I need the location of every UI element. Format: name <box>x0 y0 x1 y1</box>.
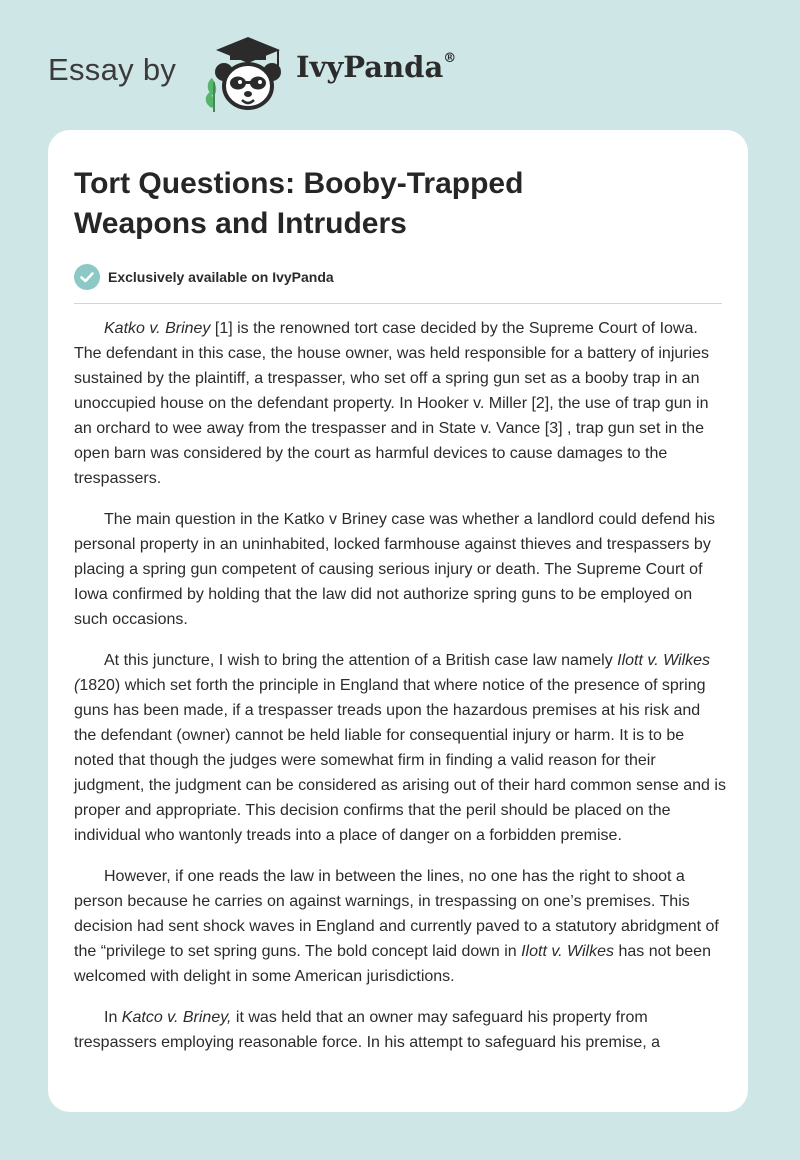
case-name: Katco v. Briney, <box>121 1009 232 1026</box>
essay-by-label: Essay by <box>48 52 177 87</box>
paragraph-5: In Katco v. Briney, it was held that an owner may safeguard his property from trespassers employing reasonable force. In his attempt to safeguard his premise, a <box>74 1009 661 1051</box>
case-name: Ilott v. Wilkes ( <box>74 652 711 694</box>
panda-graduation-cap-icon <box>200 34 296 114</box>
paragraph-4: However, if one reads the law in between the lines, no one has the right to shoot a person because he carries on against warnings, in trespassing on one’s premises. This decision had sent shock waves in England and currently paved to a statutory abridgment of the “privilege to set spring guns. The bold concept laid down in Ilott v. Wilkes has not been welcomed with delight in some American jurisdictions. <box>74 868 719 985</box>
brand-name: IvyPanda® <box>296 50 457 84</box>
essay-title: Tort Questions: Booby-Trapped Weapons and Intruders <box>74 167 524 240</box>
paragraph-2: The main question in the Katko v Briney case was whether a landlord could defend his personal property in an uninhabited, locked farmhouse against thieves and trespassers by placing a spring gun competent of causing serious injury or death. The Supreme Court of Iowa confirmed by holding that the law did not authorize spring guns to be employed on such occasions. <box>74 511 716 628</box>
exclusive-badge-label: Exclusively available on IvyPanda <box>108 269 334 285</box>
essay-card <box>48 130 748 1112</box>
paragraph-1: Katko v. Briney [1] is the renowned tort case decided by the Supreme Court of Iowa. The defendant in this case, the house owner, was held responsible for a battery of injuries sustained by the plaintiff, a trespasser, who set off a spring gun set as a booby trap in an unoccupied house on the defendant property. In Hooker v. Miller [2], the use of trap gun in an orchard to wee away from the trespasser and in State v. Vance [3] , trap gun set in the open barn was considered by the court as harmful devices to cause damages to the trespassers. <box>74 320 710 487</box>
check-circle-icon <box>74 264 100 290</box>
case-name: Ilott v. Wilkes <box>521 943 614 960</box>
case-name: Katko v. Briney <box>104 320 211 337</box>
paragraph-3: At this juncture, I wish to bring the attention of a British case law namely Ilott v. Wilkes (1820) which set forth the principle in England that where notice of the presence of spring guns has been made, if a trespasser treads upon the hazardous premises at his risk and the defendant (owner) cannot be held liable for consequential injury or harm. It is to be noted that though the judges were somewhat firm in finding a valid reason for their judgment, the judgment can be considered as arising out of their hard common sense and is proper and appropriate. This decision confirms that the peril should be placed on the individual who wantonly treads into a place of danger on a forbidden premise. <box>74 652 726 844</box>
site-logo[interactable] <box>48 34 508 114</box>
divider <box>74 303 722 304</box>
essay-body <box>74 316 726 1071</box>
